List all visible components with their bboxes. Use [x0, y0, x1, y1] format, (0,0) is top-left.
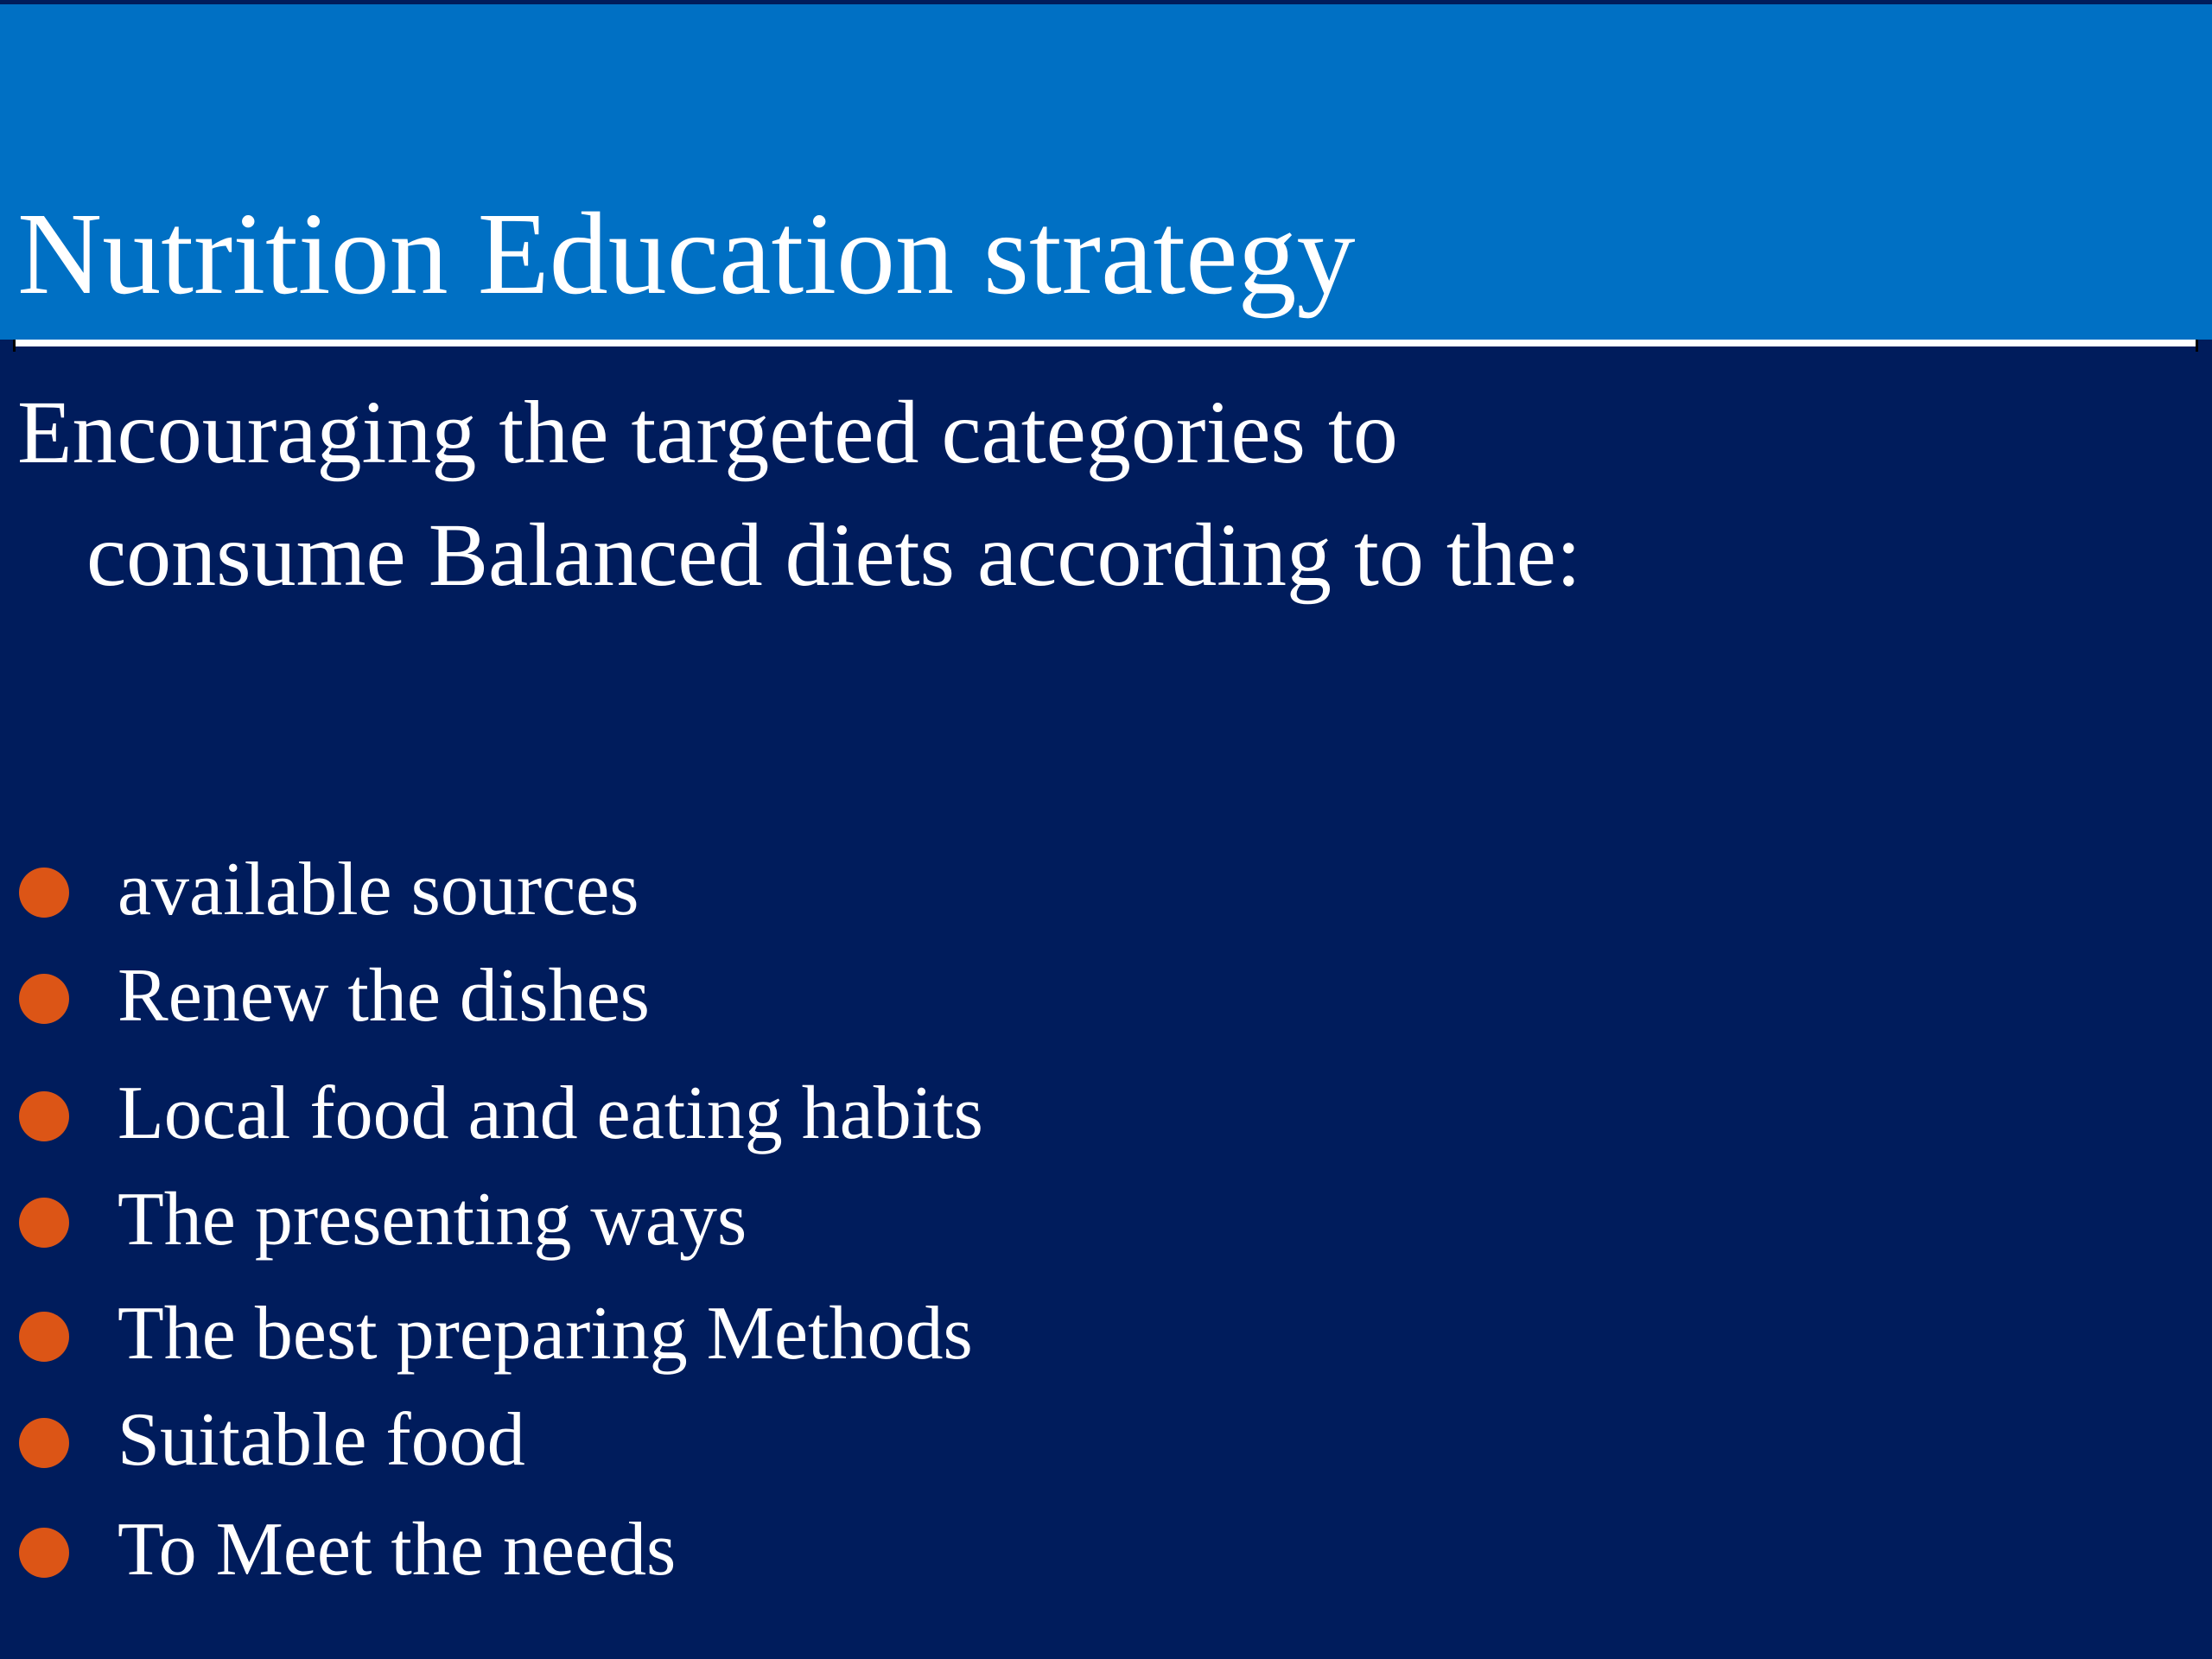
bullet-dot-icon	[19, 868, 69, 918]
bullet-text: Suitable food	[118, 1398, 525, 1482]
bullet-dot-icon	[19, 1091, 69, 1141]
list-item	[17, 838, 1400, 942]
list-item	[17, 944, 1400, 1048]
bullet-text: To Meet the needs	[118, 1508, 677, 1592]
bullet-dot-icon	[19, 1312, 69, 1362]
bullet-text: Local food and eating habits	[118, 1071, 983, 1155]
list-item	[17, 1062, 1400, 1166]
slide-title: Nutrition Education strategy	[17, 189, 1356, 319]
divider-right-tick	[2196, 340, 2198, 352]
list-item	[17, 1168, 1400, 1272]
list-item	[17, 1389, 1400, 1492]
list-item	[17, 1282, 1400, 1386]
lead-paragraph: Encouraging the targeted categories to consume Balanced diets according to the:	[17, 383, 1581, 605]
list-item	[17, 1498, 1400, 1602]
bullet-dot-icon	[19, 1198, 69, 1248]
bullet-dot-icon	[19, 1528, 69, 1578]
title-divider	[14, 340, 2198, 346]
bullet-dot-icon	[19, 974, 69, 1024]
bullet-text: The presenting ways	[118, 1178, 747, 1262]
bullet-text: Renew the dishes	[118, 954, 650, 1038]
bullet-text: The best preparing Methods	[118, 1292, 973, 1376]
bullet-dot-icon	[19, 1418, 69, 1468]
bullet-text: available sources	[118, 848, 639, 931]
divider-left-tick	[13, 340, 16, 352]
